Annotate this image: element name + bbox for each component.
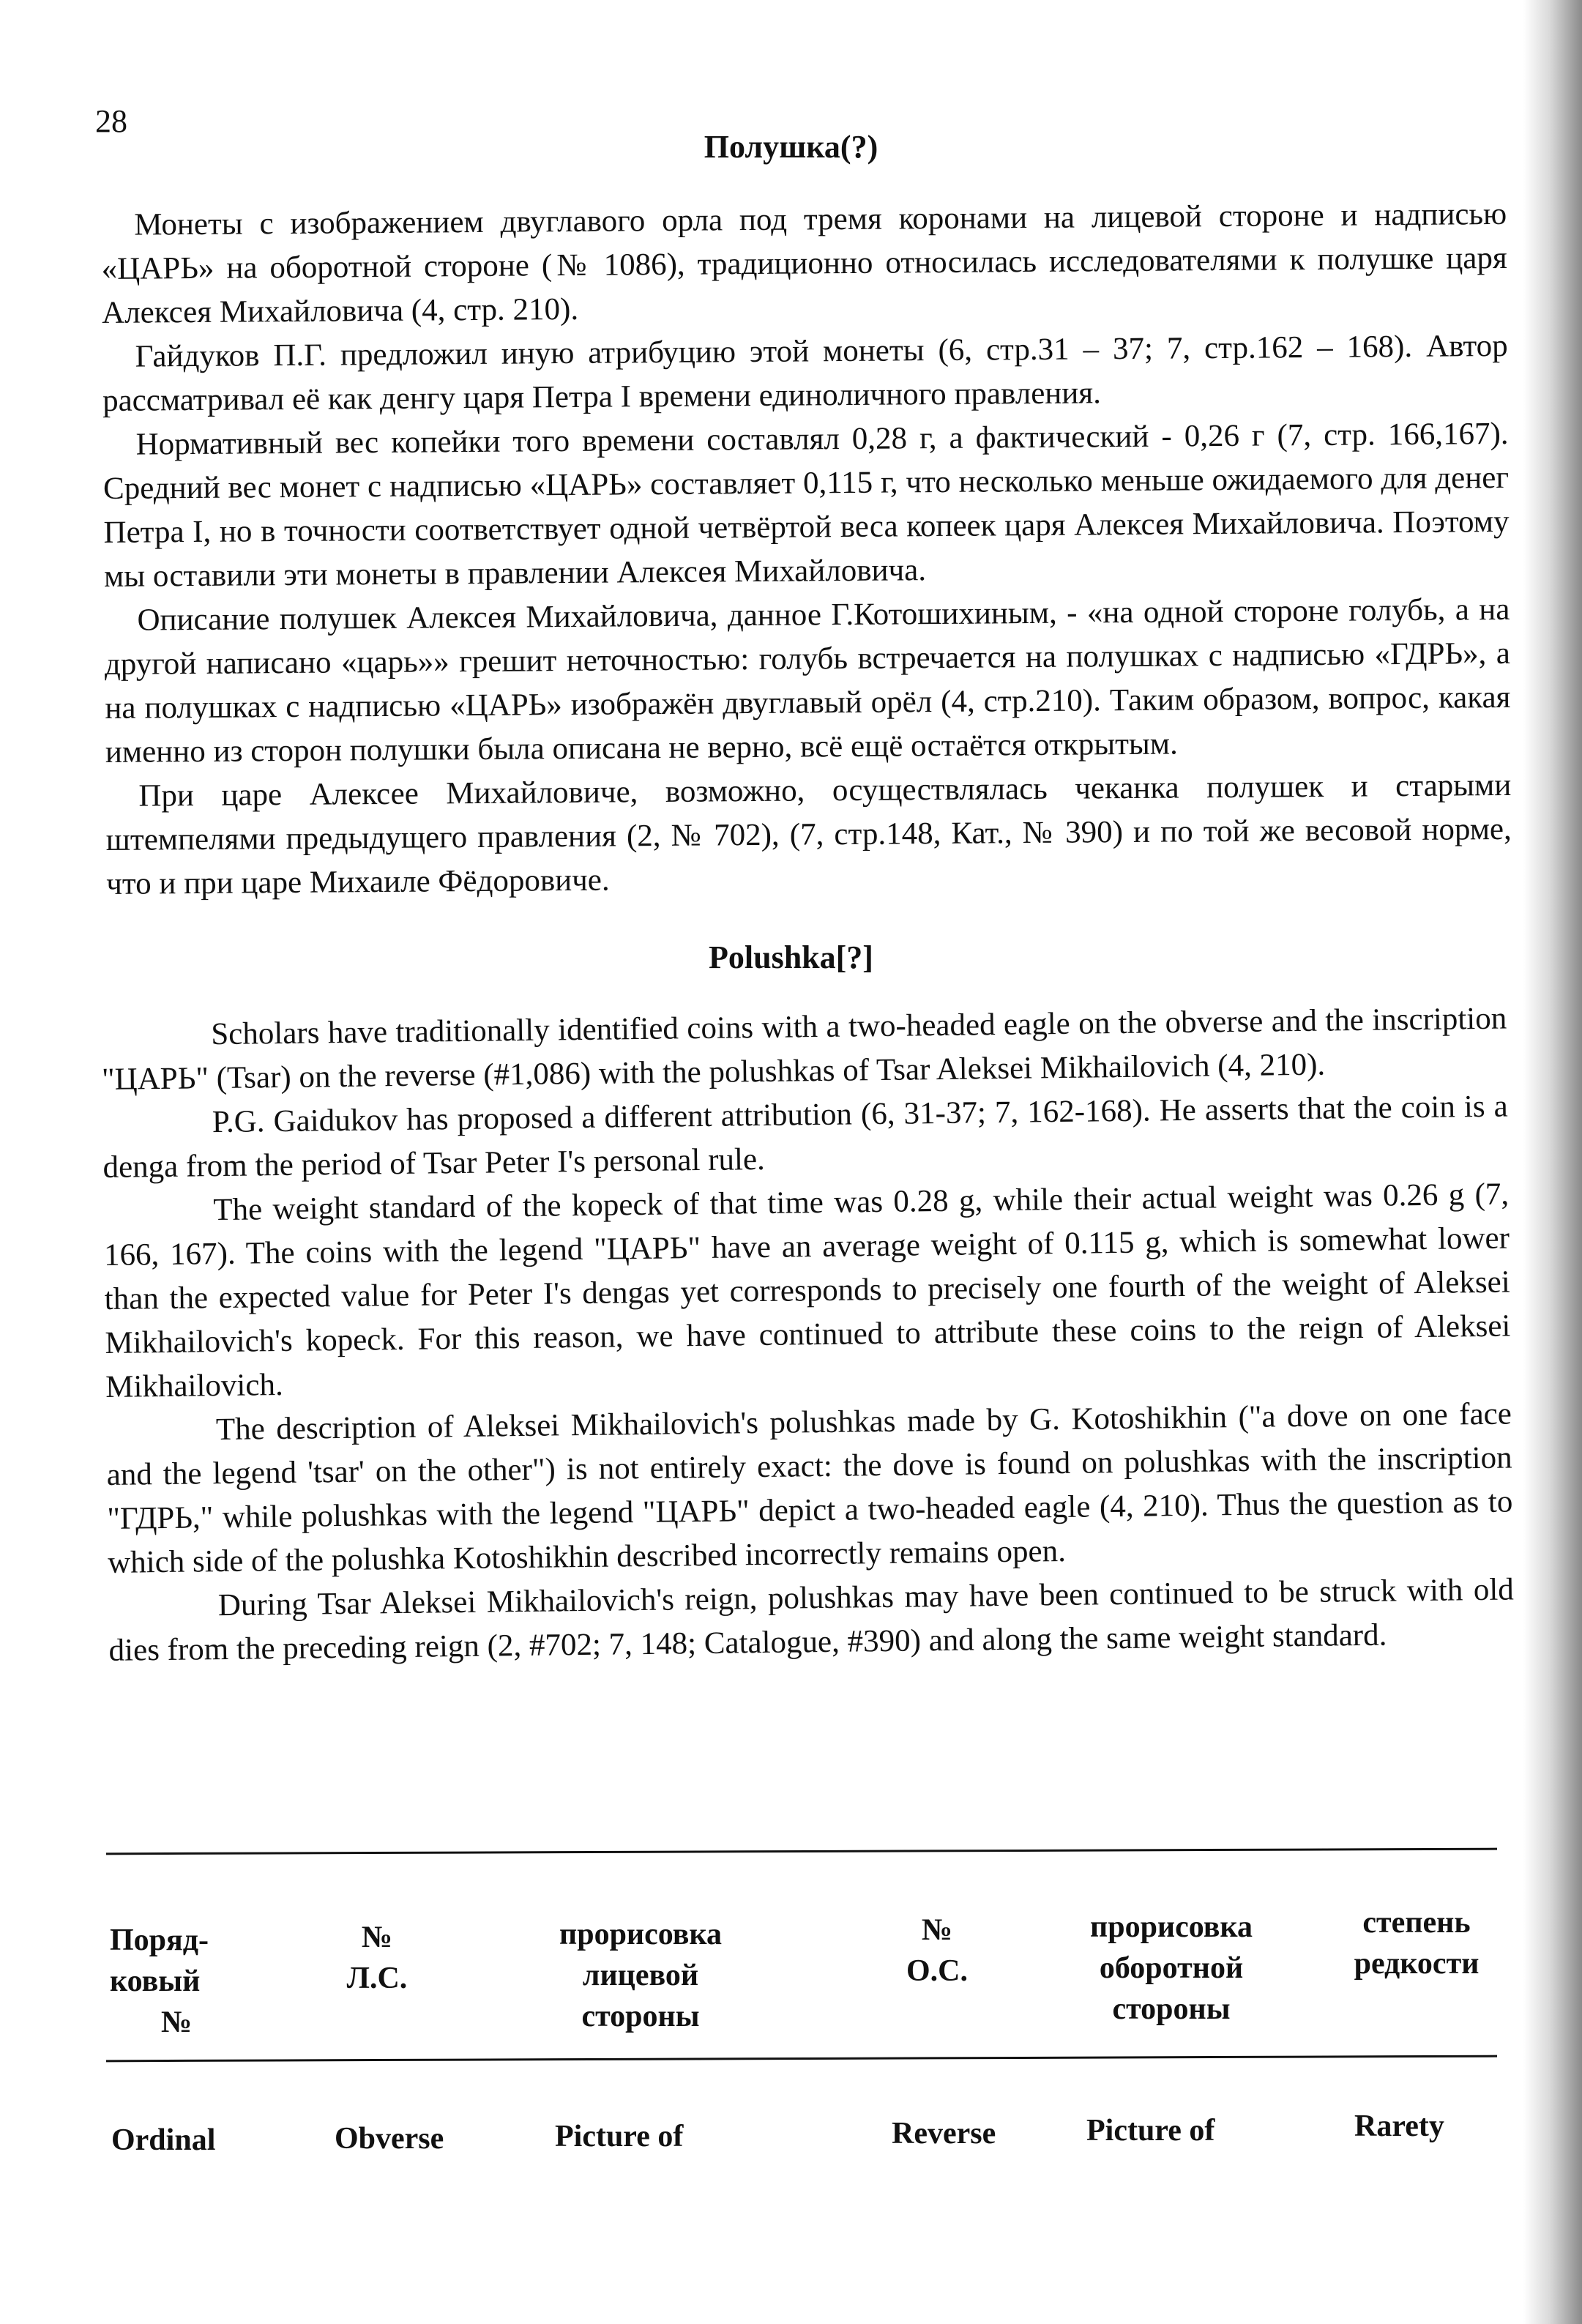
english-text [101, 997, 1515, 1673]
header-line: № [361, 1921, 393, 1954]
header-line: О.С. [906, 1954, 968, 1988]
english-paragraph: The description of Aleksei Mikhailovich's polushkas made by G. Kotoshikhin ("a dove on one face and the legend 'tsar' on the other") is not entirely exact: the dove is found on polushkas with the inscription "ГДРЬ," while polushkas with the legend "ЦАРЬ" depict a two-headed eagle (4, 210). Thus the question as to which side of the polushka Kotoshikhin described incorrectly remains open. [106, 1396, 1513, 1580]
table-middle-rule [106, 2055, 1497, 2063]
header-obverse-ru [333, 1917, 421, 1999]
english-paragraph: P.G. Gaidukov has proposed a different attribution (6, 31-37; 7, 162-168). He asserts that the coin is a denga from the period of Tsar Peter I's personal rule. [102, 1089, 1508, 1185]
header-line: редкости [1354, 1947, 1480, 1981]
english-title: Polushka[?] [709, 939, 873, 975]
russian-text [101, 193, 1512, 906]
english-paragraph: During Tsar Aleksei Mikhailovich's reign, polushkas may have been continued to be struck with old dies from the preceding reign (2, #702; 7, 148; Catalogue, #390) and along the same weight standard. [108, 1572, 1515, 1668]
russian-paragraph: Описание полушек Алексея Михайловича, данное Г.Котошихиным, - «на одной стороне голубь, а на другой написано «царь»» грешит неточностью: голубь встречается на полушках с надписью «ГДРЬ», а на полушках с надписью «ЦАРЬ» изображён двуглавый орёл (4, стр.210). Таким образом, вопрос, какая именно из сторон полушки была описана не верно, всё ещё остаётся открытым. [104, 592, 1511, 770]
header-reverse-ru [893, 1910, 981, 1992]
header-line: прорисовка [1090, 1910, 1253, 1944]
header-rarity-ru [1343, 1902, 1490, 1984]
header-obverse-en: Obverse [335, 2122, 444, 2156]
english-paragraph: Scholars have traditionally identified coins with a two-headed eagle on the obverse and the inscription "ЦАРЬ" (Tsar) on the reverse (#1,086) with the polushkas of Tsar Aleksei Mikhailovich (4, 210). [101, 1001, 1507, 1097]
table-top-rule [106, 1848, 1497, 1855]
header-line: оборотной [1099, 1951, 1244, 1985]
header-reverse-en: Reverse [892, 2117, 996, 2150]
header-ordinal-en: Ordinal [111, 2123, 216, 2157]
header-line: Л.С. [346, 1962, 408, 1995]
header-line: № [161, 2005, 193, 2039]
russian-paragraph: Гайдуков П.Г. предложил иную атрибуцию этой монеты (6, стр.31 – 37; 7, стр.162 – 168). Автор рассматривал её как денгу царя Петра I времени единоличного правления. [102, 328, 1508, 418]
header-line: прорисовка [559, 1918, 722, 1951]
header-line: лицевой [582, 1959, 699, 1992]
header-rarity-en: Rarety [1354, 2109, 1444, 2143]
header-line: стороны [1112, 1992, 1231, 2026]
header-reverse-picture-en: Picture of [1086, 2114, 1215, 2148]
header-reverse-picture-ru [1065, 1907, 1277, 2030]
header-ordinal-ru [110, 1920, 209, 2043]
russian-paragraph: При царе Алексее Михайловиче, возможно, осуществлялась чеканка полушек и старыми штемпелями предыдущего правления (2, № 702), (7, стр.148, Кат., № 390) и по той же весовой норме, что и при царе Михаиле Фёдоровиче. [105, 767, 1512, 901]
header-line: № [921, 1913, 953, 1947]
header-obverse-picture-ru [534, 1914, 747, 2037]
header-line: степень [1362, 1906, 1471, 1940]
header-line: стороны [581, 2000, 700, 2033]
page-edge-shadow [1523, 0, 1582, 2324]
header-line: ковый [110, 1964, 201, 1998]
russian-paragraph: Монеты с изображением двуглавого орла под тремя коронами на лицевой стороне и надписью «ЦАРЬ» на оборотной стороне (№ 1086), традиционно относилась исследователями к полушке царя Алексея Михайловича (4, стр. 210). [101, 196, 1507, 330]
russian-paragraph: Нормативный вес копейки того времени составлял 0,28 г, а фактический - 0,26 г (7, стр. 166,167). Средний вес монет с надписью «ЦАРЬ» составляет 0,115 г, что несколько меньше ожидаемого для денег Петра I, но в точности соответствует одной четвёртой веса копеек царя Алексея Михайловича. Поэтому мы оставили эти монеты в правлении Алексея Михайловича. [102, 416, 1510, 594]
page-number: 28 [95, 103, 127, 139]
header-line: Поряд- [110, 1923, 209, 1957]
header-obverse-picture-en: Picture of [555, 2120, 684, 2153]
english-paragraph: The weight standard of the kopeck of that time was 0.28 g, while their actual weight was 0.26 g (7, 166, 167). The coins with the legend "ЦАРЬ" have an average weight of 0.115 g, which is somewhat lower than the expected value for Peter I's dengas yet corresponds to precisely one fourth of the weight of Aleksei Mikhailovich's kopeck. For this reason, we have continued to attribute these coins to the reign of Aleksei Mikhailovich. [103, 1177, 1511, 1404]
russian-title: Полушка(?) [704, 129, 878, 165]
